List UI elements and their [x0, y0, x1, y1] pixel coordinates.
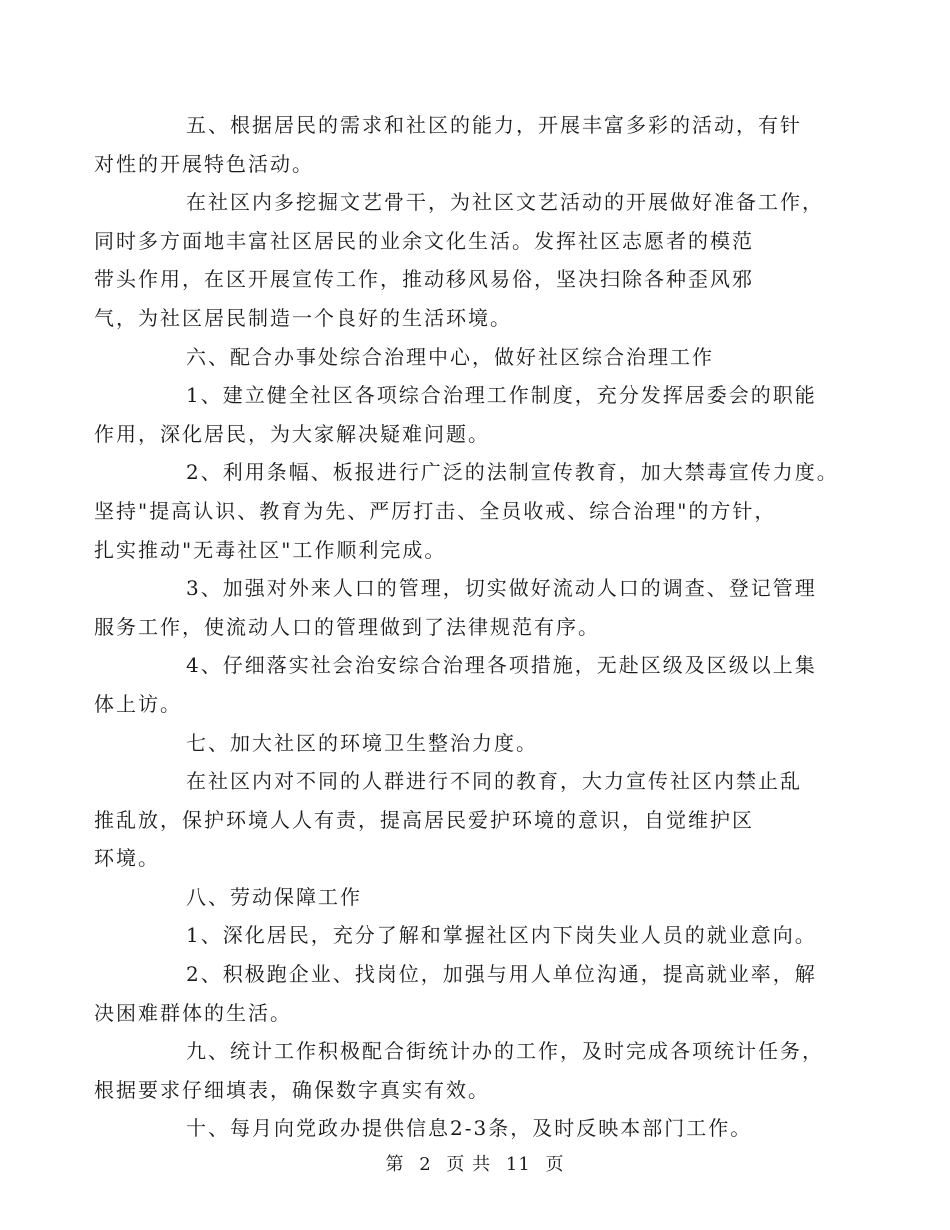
paragraph-line: 在社区内多挖掘文艺骨干，为社区文艺活动的开展做好准备工作，	[186, 190, 824, 215]
paragraph-line: 十、每月向党政办提供信息2-3条，及时反映本部门工作。	[186, 1116, 753, 1141]
paragraph	[94, 106, 820, 183]
paragraph	[140, 724, 820, 763]
paragraph-line: 体上访。	[94, 691, 182, 716]
paragraph-line: 根据要求仔细填表，确保数字真实有效。	[94, 1077, 490, 1102]
paragraph-line: 3、加强对外来人口的管理，切实做好流动人口的调查、登记管理	[186, 576, 817, 601]
paragraph	[94, 376, 820, 453]
paragraph-line: 1、深化居民，充分了解和掌握社区内下岗失业人员的就业意向。	[186, 923, 817, 948]
paragraph-line: 推乱放，保护环境人人有责，提高居民爱护环境的意识，自觉维护区	[94, 807, 754, 832]
total-pages: 11	[505, 1154, 531, 1175]
paragraph-line: 五、根据居民的需求和社区的能力，开展丰富多彩的活动，有针	[186, 113, 802, 137]
page-prefix: 第	[385, 1154, 405, 1175]
paragraph-line: 六、配合办事处综合治理中心，做好社区综合治理工作	[186, 344, 714, 369]
paragraph	[140, 878, 820, 917]
paragraph-line: 七、加大社区的环境卫生整治力度。	[186, 730, 538, 755]
paragraph-line: 1、建立健全社区各项综合治理工作制度，充分发挥居委会的职能	[186, 383, 817, 408]
paragraph-line: 4、仔细落实社会治安综合治理各项措施，无赴区级及区级以上集	[186, 653, 817, 678]
paragraph-line: 带头作用，在区开展宣传工作，推动移风易俗，坚决扫除各种歪风邪	[94, 267, 754, 292]
paragraph	[140, 916, 820, 955]
paragraph	[94, 569, 820, 646]
paragraph-line: 八、劳动保障工作	[186, 884, 362, 909]
paragraph-line: 气，为社区居民制造一个良好的生活环境。	[94, 305, 512, 330]
paragraph-line: 坚持"提高认识、教育为先、严厉打击、全员收戒、综合治理"的方针，	[94, 498, 777, 523]
page-footer	[0, 1150, 950, 1176]
paragraph	[94, 762, 820, 878]
paragraph	[94, 646, 820, 723]
paragraph	[140, 1109, 820, 1148]
page-suffix: 页	[545, 1154, 565, 1175]
paragraph-line: 环境。	[94, 846, 160, 871]
document-body	[94, 106, 839, 1148]
paragraph-line: 同时多方面地丰富社区居民的业余文化生活。发挥社区志愿者的模范	[94, 228, 754, 253]
paragraph-line: 2、积极跑企业、找岗位，加强与用人单位沟通，提高就业率，解	[186, 962, 817, 987]
paragraph-line: 2、利用条幅、板报进行广泛的法制宣传教育，加大禁毒宣传力度。	[186, 460, 839, 485]
paragraph-line: 扎实推动"无毒社区"工作顺利完成。	[94, 537, 447, 562]
page-middle: 页 共	[446, 1154, 492, 1175]
paragraph-line: 在社区内对不同的人群进行不同的教育，大力宣传社区内禁止乱	[186, 769, 802, 794]
paragraph-line: 服务工作，使流动人口的管理做到了法律规范有序。	[94, 614, 600, 639]
paragraph-line: 作用，深化居民，为大家解决疑难问题。	[94, 421, 490, 446]
paragraph	[140, 338, 820, 377]
paragraph-line: 九、统计工作积极配合街统计办的工作，及时完成各项统计任务，	[186, 1039, 824, 1064]
paragraph-line: 对性的开展特色活动。	[94, 151, 314, 176]
page-number: 2	[419, 1154, 432, 1175]
paragraph	[94, 183, 824, 337]
paragraph	[94, 453, 839, 569]
paragraph	[94, 955, 820, 1032]
paragraph	[94, 1032, 824, 1109]
paragraph-line: 决困难群体的生活。	[94, 1000, 292, 1025]
